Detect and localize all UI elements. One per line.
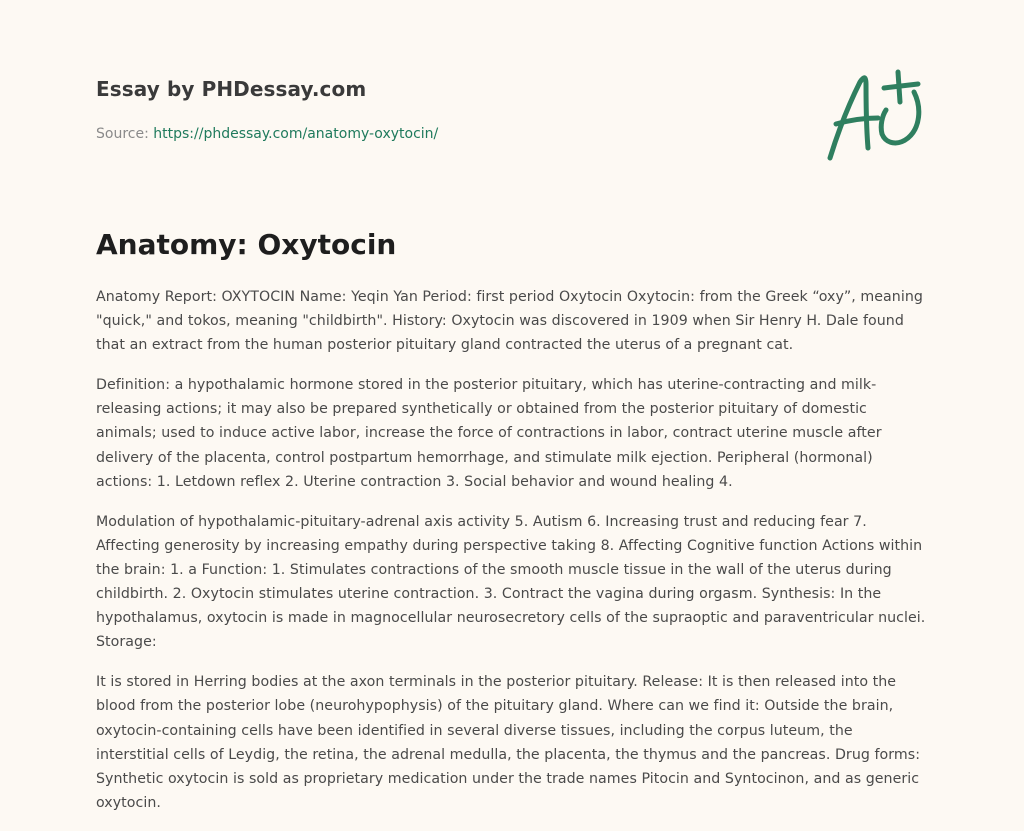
a-plus-icon	[822, 68, 930, 164]
page-header	[96, 74, 696, 144]
paragraph-1: Anatomy Report: OXYTOCIN Name: Yeqin Yan Period: first period Oxytocin Oxytocin: from the Greek “oxy”, meaning "quick," and tokos, meaning "childbirth". History: Oxytocin was discovered in 1909 when Sir Henry H. Dale found that an extract from the human posterior pituitary gland contracted the uterus of a pregnant cat.	[96, 289, 923, 354]
source-link[interactable]: https://phdessay.com/anatomy-oxytocin/	[153, 126, 439, 142]
paragraph-2: Definition: a hypothalamic hormone stored in the posterior pituitary, which has uterine-contracting and milk-releasing actions; it may also be prepared synthetically or obtained from the posterior pituitary of domestic animals; used to induce active labor, increase the force of contractions in labor, contract uterine muscle after delivery of the placenta, control postpartum hemorrhage, and stimulate milk ejection. Peripheral (hormonal) actions: 1. Letdown reflex 2. Uterine contraction 3. Social behavior and wound healing 4.	[96, 377, 882, 490]
source-label: Source:	[96, 126, 154, 142]
article	[96, 226, 928, 831]
site-title: Essay by PHDessay.com	[96, 77, 367, 101]
article-title: Anatomy: Oxytocin	[96, 228, 397, 261]
source-line	[96, 124, 696, 144]
paragraph-4: It is stored in Herring bodies at the axon terminals in the posterior pituitary. Release: It is then released into the blood from the posterior lobe (neurohypophysis) of the pituitary gland. Where can we find it: Outside the brain, oxytocin-containing cells have been identified in several diverse tissues, including the corpus luteum, the interstitial cells of Leydig, the retina, the adrenal medulla, the placenta, the thymus and the pancreas. Drug forms: Synthetic oxytocin is sold as proprietary medication under the trade names Pitocin and Syntocinon, and as generic oxytocin.	[96, 674, 921, 811]
paragraph-3: Modulation of hypothalamic-pituitary-adrenal axis activity 5. Autism 6. Increasing trust and reducing fear 7. Affecting generosity by increasing empathy during perspective taking 8. Affecting Cognitive function Actions within the brain: 1. a Function: 1. Stimulates contractions of the smooth muscle tissue in the wall of the uterus during childbirth. 2. Oxytocin stimulates uterine contraction. 3. Contract the vagina during orgasm. Synthesis: In the hypothalamus, oxytocin is made in magnocellular neurosecretory cells of the supraoptic and paraventricular nuclei. Storage:	[96, 513, 926, 651]
